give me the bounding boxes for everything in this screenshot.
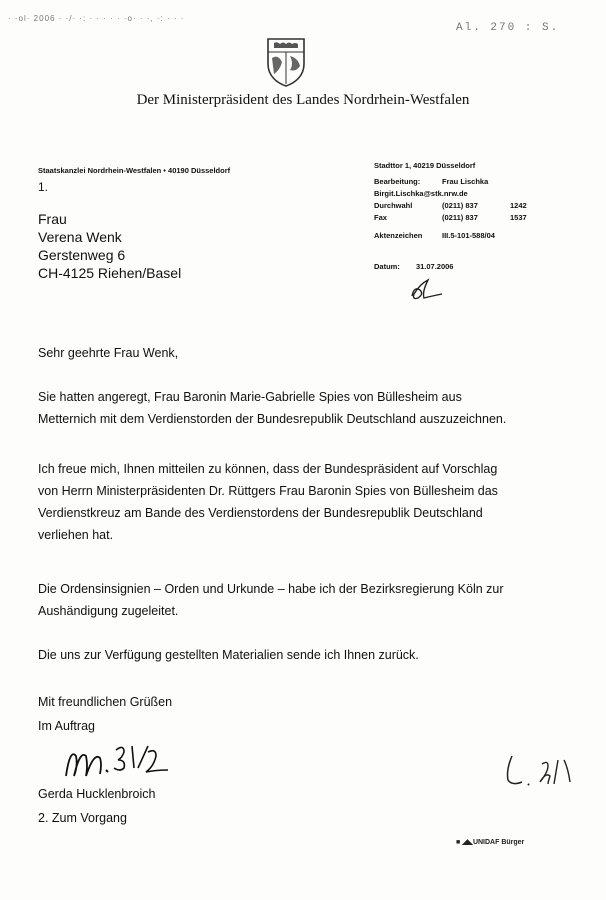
signer-name: Gerda Hucklenbroich [38,787,156,801]
text-line: verliehen hat. [38,528,114,542]
durchwahl-value: (0211) 837 [442,201,478,210]
initials-paraph [406,274,452,304]
paragraph [38,386,578,430]
recipient-line: Frau [38,211,67,227]
letterhead-title: Der Ministerpräsident des Landes Nordrhein-Westfalen [136,92,470,108]
fax-header-line: · ·ol· 2006 · ·/· ·: · · · · · ·o· · ·, ·: · · · [8,14,185,23]
recipient-line: Gerstenweg 6 [38,247,126,263]
bearbeitung-value: Frau Lischka [442,177,489,186]
recipient-address [38,210,181,282]
durchwahl-label: Durchwahl [374,201,413,210]
aktenzeichen-value: III.5-101-588/04 [442,231,495,240]
signer-block [38,782,155,830]
fax-page-marker: Al. 270 : S. [456,22,560,34]
item-number-2: 2. Zum Vorgang [38,811,127,825]
durchwahl-extension: 1242 [510,201,527,210]
handwritten-signature [62,740,182,784]
footer-stamp: ■ ◢◣UNIDAF Bürger [456,839,525,846]
coat-of-arms-icon [264,36,308,88]
closing [38,690,172,738]
office-address: Stadttor 1, 40219 Düsseldorf [374,161,476,170]
text-line: Die uns zur Verfügung gestellten Materialien sende ich Ihnen zurück. [38,648,419,662]
closing-line: Mit freundlichen Grüßen [38,695,173,709]
item-number-1: 1. [38,180,49,194]
paragraph [38,458,578,546]
fax-extension: 1537 [510,213,527,222]
paragraph [38,578,578,622]
contact-info-block [374,160,540,242]
text-line: Metternich mit dem Verdienstorden der Bundesrepublik Deutschland auszuzeichnen. [38,412,507,426]
text-line: Verdienstkreuz am Bande des Verdienstordens der Bundesrepublik Deutschland [38,506,483,520]
date-label: Datum: [374,262,400,271]
text-line: von Herrn Ministerpräsidenten Dr. Rüttgers Frau Baronin Spies von Büllesheim das [38,484,498,498]
sender-return-address: Staatskanzlei Nordrhein-Westfalen • 40190 Düsseldorf [38,166,231,175]
text-line: Aushändigung zugeleitet. [38,604,179,618]
text-line: Ich freue mich, Ihnen mitteilen zu können, dass der Bundespräsident auf Vorschlag [38,462,498,476]
paragraph [38,644,578,666]
fax-value: (0211) 837 [442,213,478,222]
handwritten-mark [498,752,580,792]
recipient-line: CH-4125 Riehen/Basel [38,265,182,281]
salutation: Sehr geehrte Frau Wenk, [38,346,179,360]
date-value: 31.07.2006 [415,262,454,271]
date-row [374,262,453,271]
recipient-line: Verena Wenk [38,229,122,245]
contact-email: Birgit.Lischka@stk.nrw.de [374,189,468,198]
fax-label: Fax [374,213,387,222]
closing-line: Im Auftrag [38,719,95,733]
aktenzeichen-label: Aktenzeichen [374,231,423,240]
text-line: Sie hatten angeregt, Frau Baronin Marie-Gabrielle Spies von Büllesheim aus [38,390,462,404]
bearbeitung-label: Bearbeitung: [374,177,421,186]
text-line: Die Ordensinsignien – Orden und Urkunde – habe ich der Bezirksregierung Köln zur [38,582,504,596]
